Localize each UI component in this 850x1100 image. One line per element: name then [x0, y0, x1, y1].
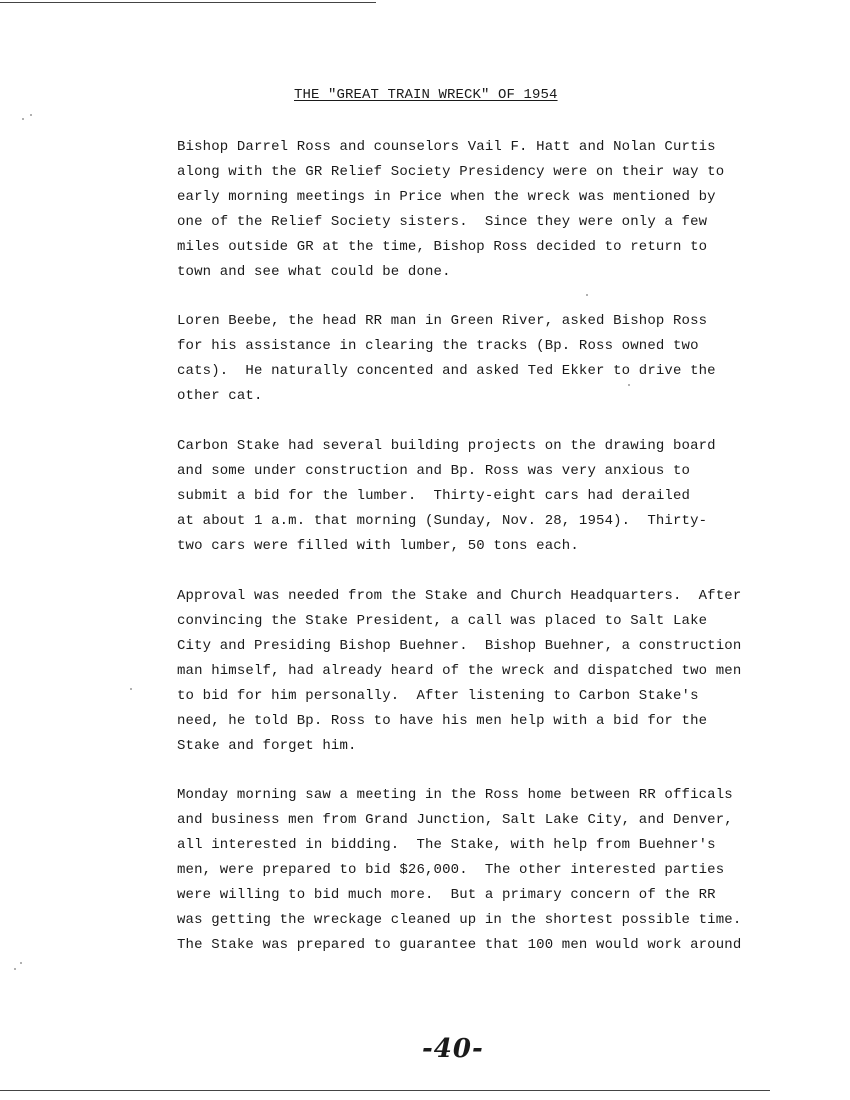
text-line: cats). He naturally concented and asked Ted Ekker to drive the [177, 363, 716, 379]
text-line: were willing to bid much more. But a primary concern of the RR [177, 887, 716, 903]
scan-speck [22, 118, 24, 120]
scan-speck [628, 384, 630, 386]
text-line: Bishop Darrel Ross and counselors Vail F. Hatt and Nolan Curtis [177, 139, 716, 155]
text-line: men, were prepared to bid $26,000. The other interested parties [177, 862, 725, 878]
scan-speck [20, 962, 22, 964]
document-title: THE "GREAT TRAIN WRECK" OF 1954 [294, 87, 558, 103]
text-line: other cat. [177, 388, 263, 404]
text-line: Stake and forget him. [177, 738, 357, 754]
text-line: and business men from Grand Junction, Salt Lake City, and Denver, [177, 812, 733, 828]
paragraph-3 [177, 434, 716, 559]
paragraph-1 [177, 135, 724, 285]
text-line: was getting the wreckage cleaned up in the shortest possible time. [177, 912, 742, 928]
scan-speck [130, 688, 132, 690]
top-edge-rule [0, 2, 376, 3]
paragraph-5 [177, 783, 741, 958]
text-line: two cars were filled with lumber, 50 tons each. [177, 538, 579, 554]
text-line: convincing the Stake President, a call was placed to Salt Lake [177, 613, 708, 629]
scan-speck [586, 294, 588, 296]
text-line: City and Presiding Bishop Buehner. Bishop Buehner, a construction [177, 638, 742, 654]
text-line: need, he told Bp. Ross to have his men help with a bid for the [177, 713, 708, 729]
text-line: Approval was needed from the Stake and Church Headquarters. After [177, 588, 742, 604]
text-line: The Stake was prepared to guarantee that 100 men would work around [177, 937, 742, 953]
scan-speck [14, 968, 16, 970]
text-line: along with the GR Relief Society Presidency were on their way to [177, 164, 725, 180]
text-line: at about 1 a.m. that morning (Sunday, Nov. 28, 1954). Thirty- [177, 513, 708, 529]
text-line: town and see what could be done. [177, 264, 451, 280]
text-line: miles outside GR at the time, Bishop Ross decided to return to [177, 239, 708, 255]
text-line: to bid for him personally. After listening to Carbon Stake's [177, 688, 699, 704]
paragraph-4 [177, 584, 741, 759]
text-line: for his assistance in clearing the tracks (Bp. Ross owned two [177, 338, 699, 354]
text-line: Carbon Stake had several building projects on the drawing board [177, 438, 716, 454]
text-line: all interested in bidding. The Stake, with help from Buehner's [177, 837, 716, 853]
scan-speck [30, 114, 32, 116]
text-line: one of the Relief Society sisters. Since they were only a few [177, 214, 708, 230]
text-line: submit a bid for the lumber. Thirty-eight cars had derailed [177, 488, 691, 504]
text-line: man himself, had already heard of the wreck and dispatched two men [177, 663, 742, 679]
bottom-edge-rule [0, 1090, 770, 1091]
paragraph-2 [177, 309, 716, 409]
text-line: and some under construction and Bp. Ross was very anxious to [177, 463, 691, 479]
text-line: early morning meetings in Price when the wreck was mentioned by [177, 189, 716, 205]
text-line: Monday morning saw a meeting in the Ross home between RR officals [177, 787, 733, 803]
page-number: -40- [422, 1034, 484, 1064]
text-line: Loren Beebe, the head RR man in Green River, asked Bishop Ross [177, 313, 708, 329]
